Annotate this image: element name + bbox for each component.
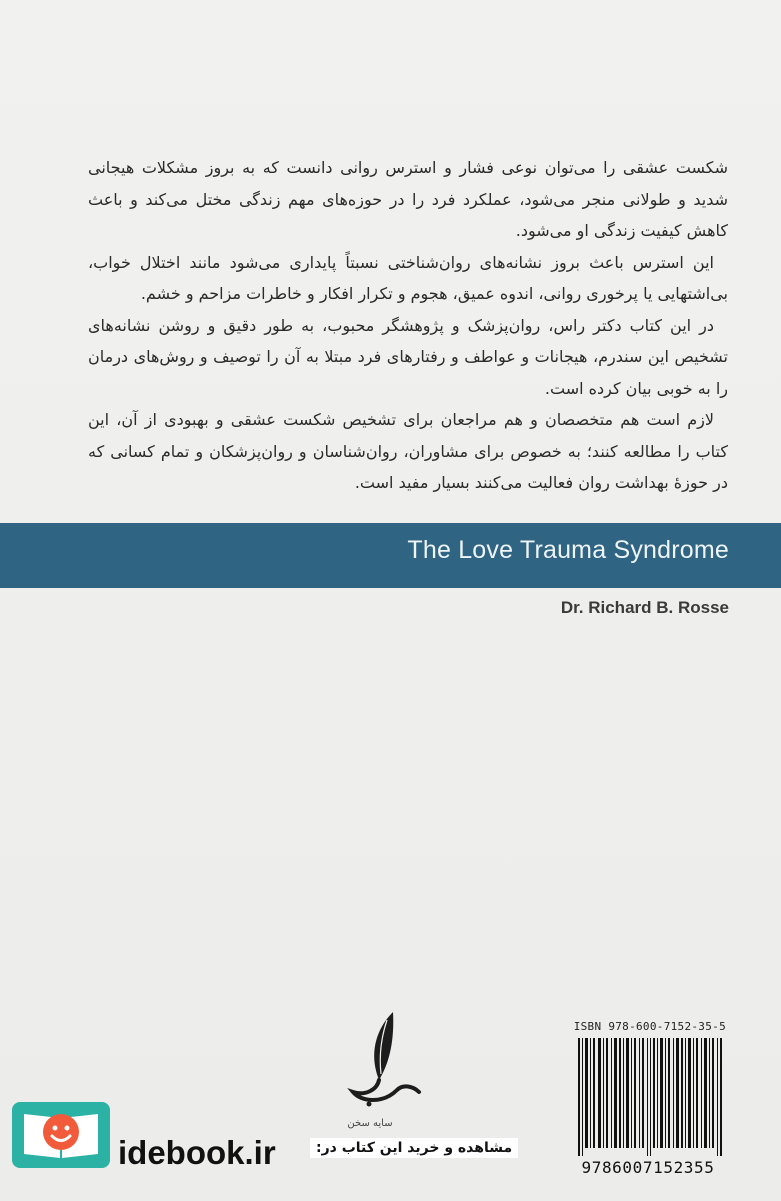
english-title: The Love Trauma Syndrome (407, 536, 729, 564)
barcode-digits: 9786007152355 (581, 1158, 715, 1177)
author-name: Dr. Richard B. Rosse (560, 598, 729, 617)
barcode (568, 1018, 728, 1178)
isbn-label: ISBN 978-600-7152-35-5 (573, 1020, 726, 1033)
open-book-smile-icon (10, 1092, 112, 1174)
barcode-bars (576, 1038, 724, 1156)
blurb-paragraph-4: لازم است هم متخصصان و هم مراجعان برای تشخیص شکست عشقی و بهبودی از آن، این کتاب را مطالعه کنند؛ به خصوص برای مشاوران، روان‌شناسان و روان‌پزشکان و تمام کسانی که در حوزهٔ بهداشت روان فعالیت می‌کنند بسیار مفید است. (88, 410, 728, 492)
blurb-paragraph-3: در این کتاب دکتر راس، روان‌پزشک و پژوهشگر محبوب، به طور دقیق و روشن نشانه‌های تشخیص این سندرم، هیجانات و عواطف و رفتارهای فرد مبتلا به آن را توصیف و روش‌های درمان را به خوبی بیان کرده است. (88, 315, 728, 398)
blurb-paragraph-1: شکست عشقی را می‌توان نوعی فشار و استرس روانی دانست که به بروز مشکلات هیجانی شدید و طولانی منجر می‌شود، عملکرد فرد را در حوزه‌های مهم زندگی مختل می‌کند و باعث کاهش کیفیت زندگی او می‌شود. (88, 158, 728, 240)
site-tagline: مشاهده و خرید این کتاب در: (310, 1138, 518, 1158)
blurb-paragraph-2: این استرس باعث بروز نشانه‌های روان‌شناختی نسبتاً پایداری می‌شود مانند اختلال خواب، بی‌اشتهایی یا پرخوری روانی، اندوه عمیق، هجوم و تکرار افکار و خاطرات مزاحم و خشم. (88, 252, 728, 303)
title-band (0, 523, 781, 588)
site-watermark[interactable] (10, 1092, 530, 1192)
site-brand[interactable]: idebook.ir (118, 1134, 276, 1171)
publisher-name: سایه سخن (347, 1118, 393, 1129)
blurb-text (88, 152, 728, 499)
